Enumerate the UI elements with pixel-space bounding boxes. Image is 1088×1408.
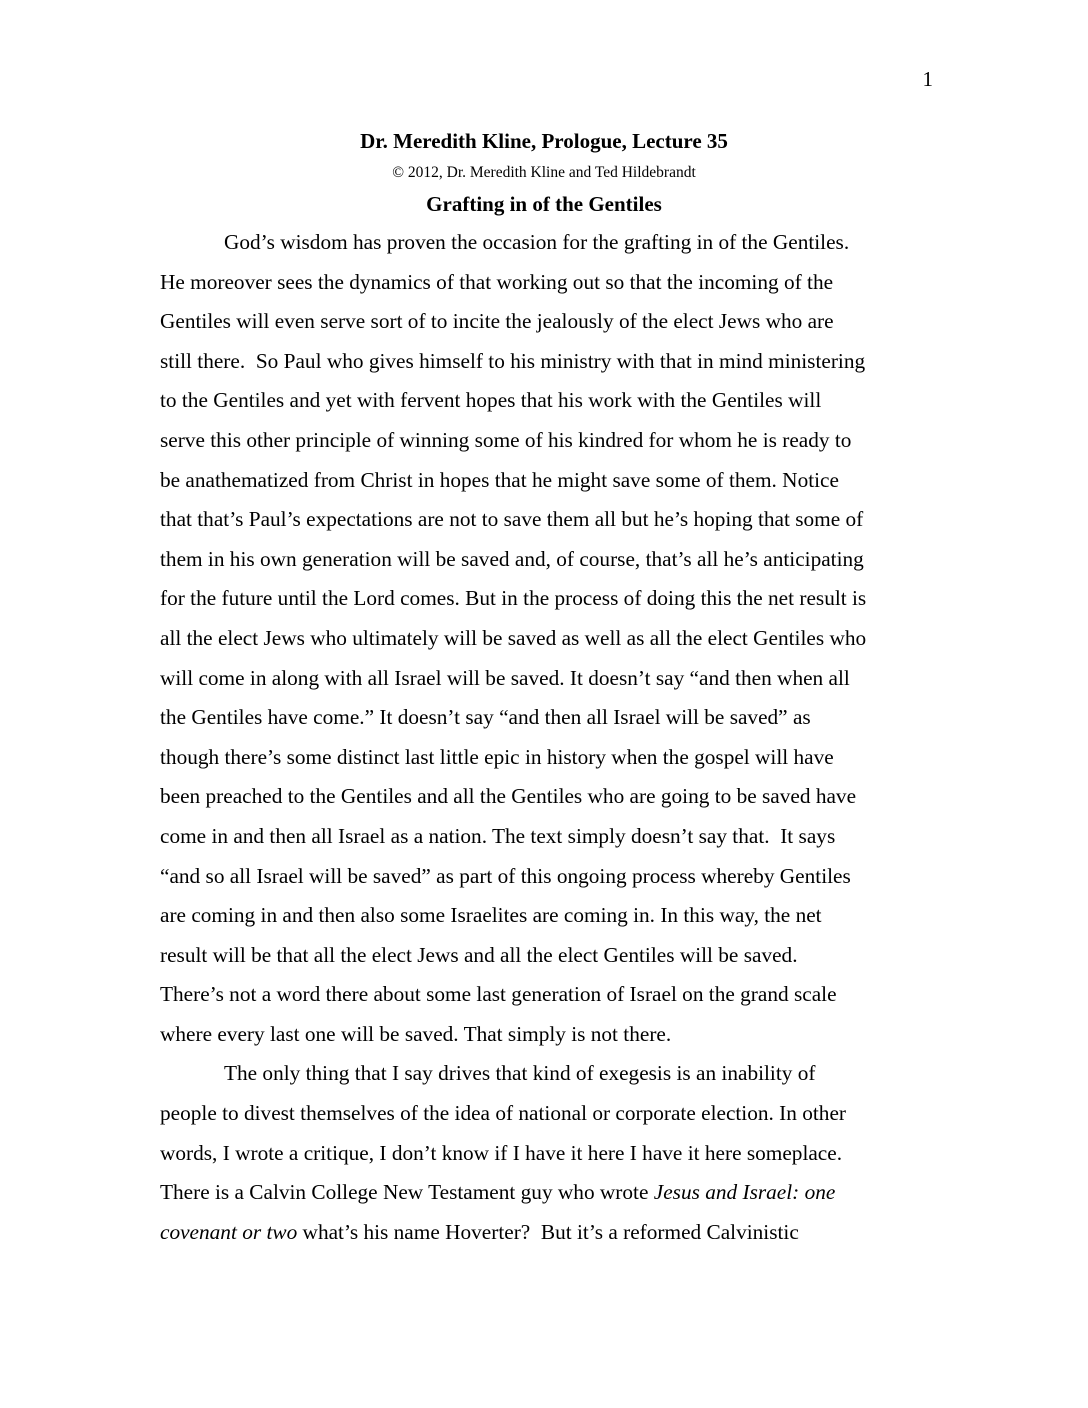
text-line: where every last one will be saved. That simply is not there. [160,1021,672,1046]
copyright-line: © 2012, Dr. Meredith Kline and Ted Hildebrandt [392,164,696,181]
page-content [160,126,928,1252]
text-line: The only thing that I say drives that kind of exegesis is an inability of [224,1061,816,1086]
text-line: the Gentiles have come.” It doesn’t say “and then all Israel will be saved” as [160,705,811,730]
book-title-italic: Jesus and Israel: one [653,1180,836,1205]
text-line: to the Gentiles and yet with fervent hopes that his work with the Gentiles will [160,388,822,413]
text-line: “and so all Israel will be saved” as part of this ongoing process whereby Gentiles [160,863,851,888]
text-line: people to divest themselves of the idea of national or corporate election. In other [160,1101,846,1126]
text-line: serve this other principle of winning some of his kindred for whom he is ready to [160,427,852,452]
text-run: There is a Calvin College New Testament guy who wrote [160,1180,654,1205]
paragraph-2 [160,1054,928,1252]
text-line: them in his own generation will be saved and, of course, that’s all he’s anticipating [160,546,864,571]
text-line: There’s not a word there about some last generation of Israel on the grand scale [160,982,837,1007]
text-line: He moreover sees the dynamics of that working out so that the incoming of the [160,269,834,294]
page-number: 1 [922,67,933,91]
text-line: though there’s some distinct last little epic in history when the gospel will have [160,744,834,769]
text-line [160,1173,928,1213]
paragraph-1 [160,223,928,1054]
text-line: all the elect Jews who ultimately will be saved as well as all the elect Gentiles who [160,625,867,650]
text-line: are coming in and then also some Israelites are coming in. In this way, the net [160,903,822,928]
text-line: still there. So Paul who gives himself to his ministry with that in mind ministering [160,348,866,373]
text-line: for the future until the Lord comes. But in the process of doing this the net result is [160,586,867,611]
text-line: that that’s Paul’s expectations are not to save them all but he’s hoping that some of [160,507,864,532]
text-line: been preached to the Gentiles and all the Gentiles who are going to be saved have [160,784,857,809]
text-line: will come in along with all Israel will be saved. It doesn’t say “and then when all [160,665,850,690]
text-run: what’s his name Hoverter? But it’s a reformed Calvinistic [297,1219,799,1244]
text-line [160,1213,928,1253]
text-line: come in and then all Israel as a nation. The text simply doesn’t say that. It says [160,823,836,848]
text-line: words, I wrote a critique, I don’t know if I have it here I have it here someplace. [160,1140,843,1165]
text-line: be anathematized from Christ in hopes that he might save some of them. Notice [160,467,839,492]
section-title: Grafting in of the Gentiles [426,192,662,216]
text-line: God’s wisdom has proven the occasion for the grafting in of the Gentiles. [224,230,850,254]
text-line: result will be that all the elect Jews and all the elect Gentiles will be saved. [160,942,798,967]
book-title-italic: covenant or two [160,1219,298,1244]
text-line: Gentiles will even serve sort of to incite the jealously of the elect Jews who are [160,309,834,334]
lecture-title: Dr. Meredith Kline, Prologue, Lecture 35 [360,129,728,153]
